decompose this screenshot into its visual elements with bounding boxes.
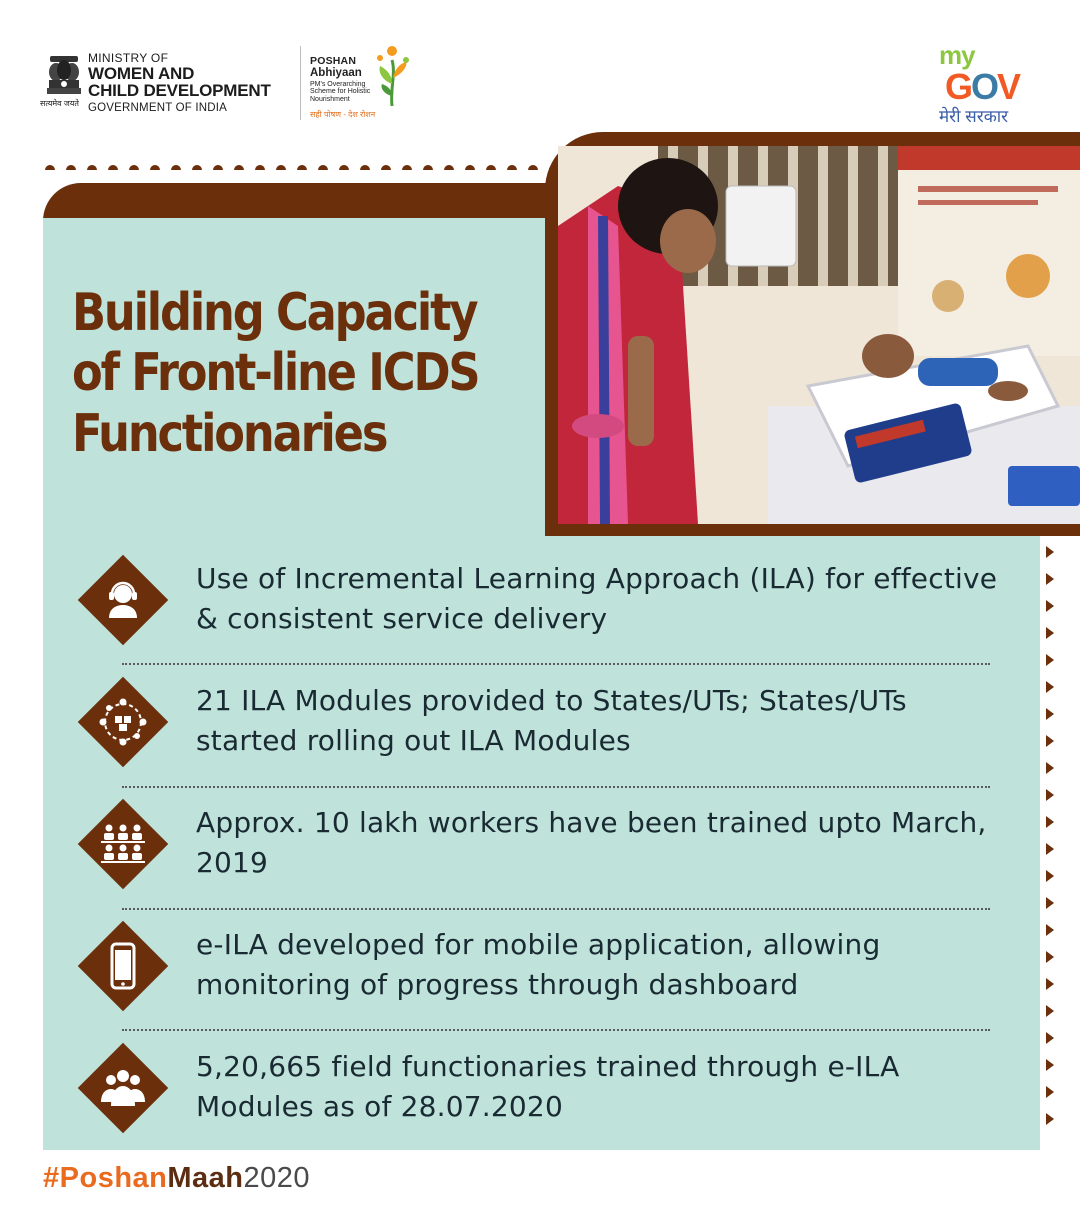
list-item-text: 5,20,665 field functionaries trained through e-ILA Modules as of 28.07.2020 bbox=[196, 1050, 900, 1123]
mygov-g: G bbox=[945, 66, 972, 107]
mobile-phone-icon bbox=[97, 940, 149, 992]
list-item-text: Approx. 10 lakh workers have been trained upto March, 2019 bbox=[196, 806, 987, 879]
list-item bbox=[70, 547, 1000, 653]
list-item-text: 21 ILA Modules provided to States/UTs; States/UTs started rolling out ILA Modules bbox=[196, 684, 907, 757]
header-divider bbox=[300, 46, 301, 120]
dotted-divider bbox=[122, 663, 990, 665]
ministry-line-4: GOVERNMENT OF INDIA bbox=[88, 102, 228, 115]
ministry-line-3: CHILD DEVELOPMENT bbox=[88, 81, 271, 101]
mygov-my-text: my bbox=[939, 40, 975, 70]
group-people-icon bbox=[97, 1062, 149, 1114]
list-item bbox=[70, 1035, 1000, 1141]
state-emblem-icon bbox=[40, 52, 84, 114]
hashtag-maah: Maah bbox=[167, 1162, 244, 1194]
dotted-divider bbox=[122, 1029, 990, 1031]
mygov-o: O bbox=[971, 66, 998, 107]
list-item bbox=[70, 791, 1000, 897]
hashtag-poshanmaah bbox=[43, 1162, 310, 1195]
poshan-slogan: सही पोषण - देश रोशन bbox=[310, 110, 376, 120]
poshan-plant-logo-icon bbox=[370, 44, 416, 110]
ministry-line-2: WOMEN AND bbox=[88, 63, 195, 83]
trainer-headset-icon bbox=[97, 574, 149, 626]
mygov-logo bbox=[935, 40, 1045, 132]
poshan-name-2: Abhiyaan bbox=[310, 67, 362, 80]
poshan-name: POSHAN bbox=[310, 55, 357, 67]
page-title: Building Capacity of Front-line ICDS Functionaries bbox=[72, 283, 479, 464]
mygov-gov-text bbox=[945, 66, 1019, 108]
ministry-name bbox=[88, 52, 271, 114]
scallop-border bbox=[44, 158, 572, 176]
list-item bbox=[70, 669, 1000, 775]
mygov-hindi-text: मेरी सरकार bbox=[939, 107, 1009, 126]
photo-anganwadi-worker-weighing-baby bbox=[558, 146, 1080, 524]
list-item-text: Use of Incremental Learning Approach (ILA) for effective & consistent service delivery bbox=[196, 562, 998, 635]
list-item bbox=[70, 913, 1000, 1019]
dotted-divider bbox=[122, 786, 990, 788]
poshan-tagline: PM's Overarching Scheme for Holistic Nourishment bbox=[310, 81, 371, 103]
hashtag-year: 2020 bbox=[243, 1162, 311, 1194]
module-network-icon bbox=[97, 696, 149, 748]
classroom-training-icon bbox=[97, 818, 149, 870]
dotted-divider bbox=[122, 908, 990, 910]
mygov-v: V bbox=[997, 66, 1020, 107]
emblem-motto: सत्यमेव जयते bbox=[40, 99, 79, 108]
side-arrow-border bbox=[1044, 546, 1058, 1146]
list-item-text: e-ILA developed for mobile application, allowing monitoring of progress through dashboard bbox=[196, 928, 881, 1001]
hashtag-symbol: # bbox=[43, 1162, 60, 1194]
ministry-line-1: MINISTRY OF bbox=[88, 51, 169, 65]
hashtag-poshan: Poshan bbox=[59, 1162, 168, 1194]
